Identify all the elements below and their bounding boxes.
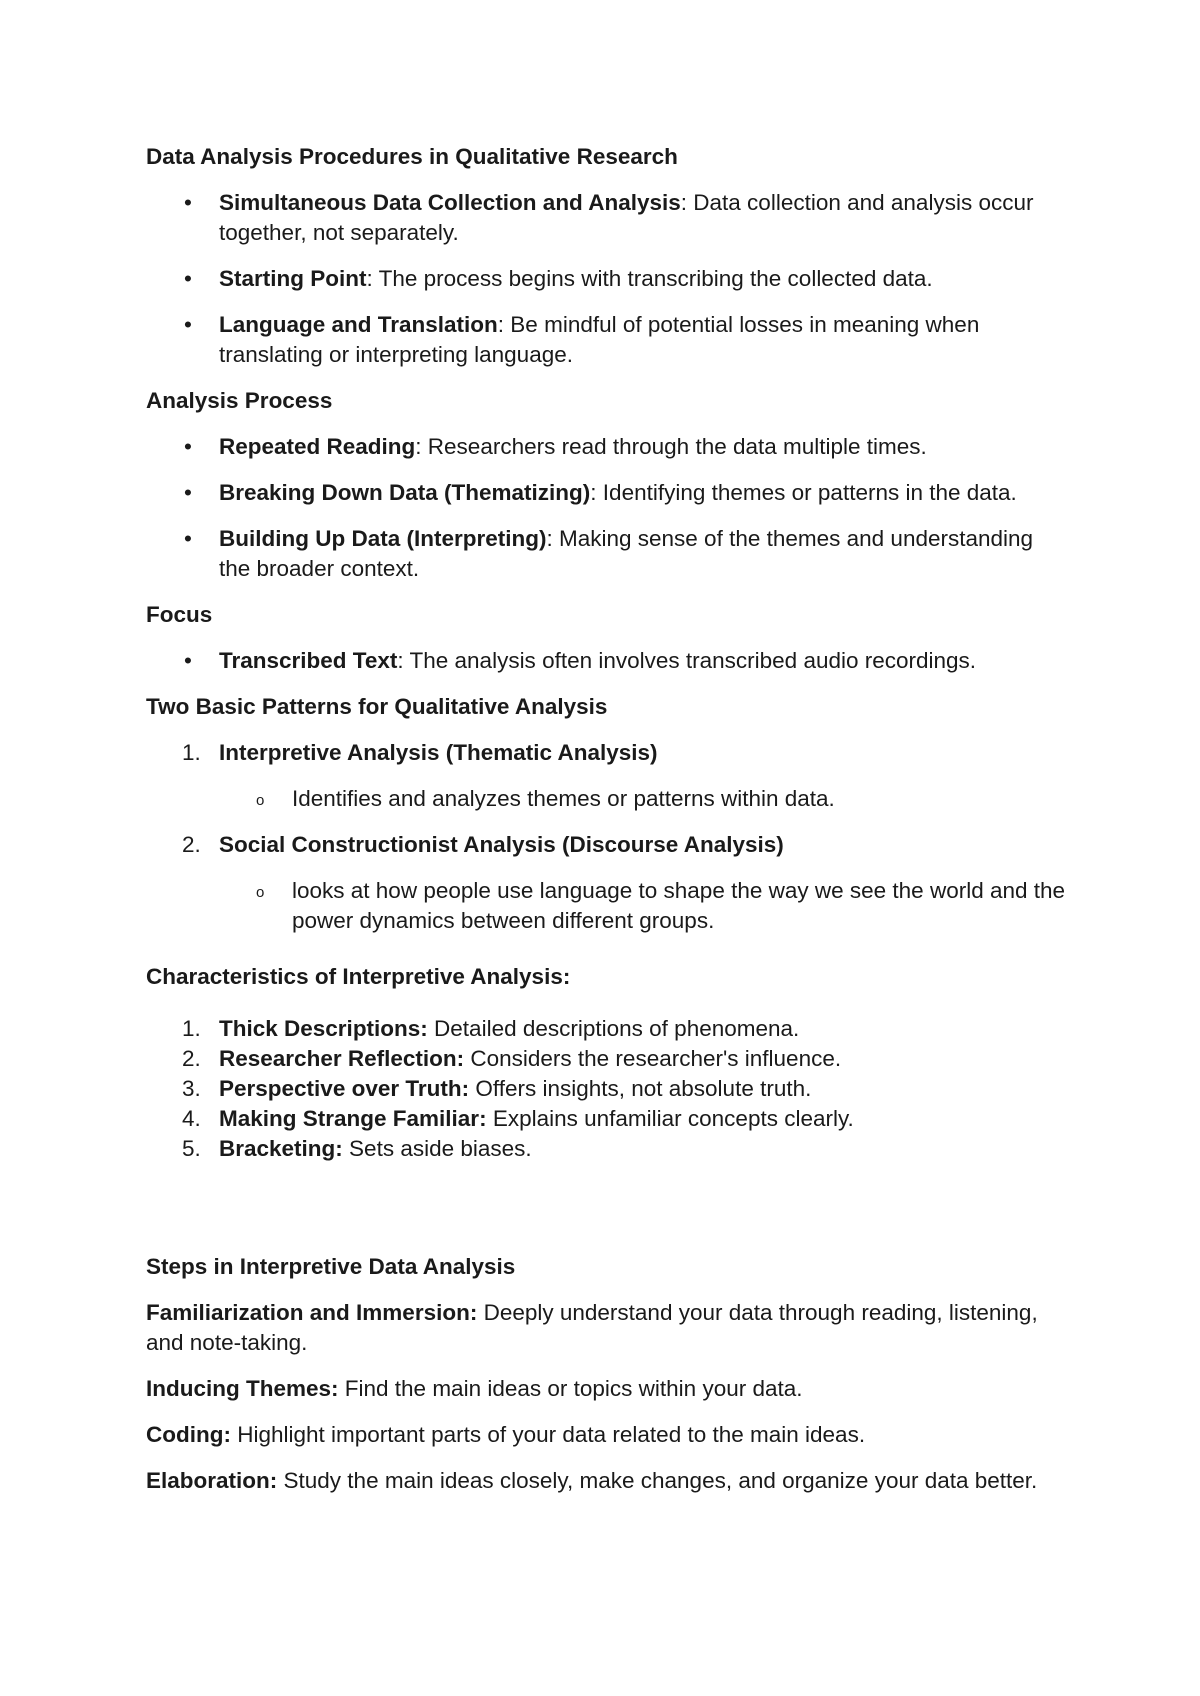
item-text: : The process begins with transcribing the collected data.: [366, 266, 933, 291]
item-text: : Making sense of the themes and understanding the broader context.: [219, 526, 1034, 581]
section-heading-steps: Steps in Interpretive Data Analysis: [146, 1254, 516, 1279]
item-term: Language and Translation: [219, 312, 498, 337]
numbered-item: [146, 1134, 1066, 1164]
item-text: Offers insights, not absolute truth.: [469, 1076, 812, 1101]
item-term: Transcribed Text: [219, 648, 398, 673]
item-text: : Be mindful of potential losses in meaning when translating or interpreting language.: [219, 312, 980, 367]
item-term: Simultaneous Data Collection and Analysis: [219, 190, 681, 215]
item-number: 3.: [182, 1076, 201, 1101]
document-page: [146, 142, 1066, 1512]
step-term: Coding:: [146, 1422, 231, 1447]
step-paragraph: [146, 1374, 1066, 1404]
step-term: Inducing Themes:: [146, 1376, 339, 1401]
item-term: Thick Descriptions:: [219, 1016, 428, 1041]
item-number: 4.: [182, 1106, 201, 1131]
bullet-icon: •: [184, 434, 192, 459]
bullet-item: [146, 432, 1066, 462]
item-term: Building Up Data (Interpreting): [219, 526, 547, 551]
item-number: 2.: [182, 832, 201, 857]
item-term: Bracketing:: [219, 1136, 343, 1161]
section-heading-patterns: Two Basic Patterns for Qualitative Analysis: [146, 694, 608, 719]
step-text: Study the main ideas closely, make changes, and organize your data better.: [277, 1468, 1038, 1493]
step-paragraph: [146, 1420, 1066, 1450]
circle-bullet-icon: o: [256, 792, 265, 809]
step-term: Familiarization and Immersion:: [146, 1300, 478, 1325]
item-number: 1.: [182, 740, 201, 765]
bullet-item: [146, 310, 1066, 370]
item-text: : Researchers read through the data multiple times.: [415, 434, 927, 459]
item-number: 5.: [182, 1136, 201, 1161]
numbered-item: [146, 1104, 1066, 1134]
step-paragraph: [146, 1298, 1066, 1358]
section-heading-procedures: Data Analysis Procedures in Qualitative Research: [146, 144, 678, 169]
sub-item: [146, 876, 1066, 936]
bullet-icon: •: [184, 648, 192, 673]
item-text: Detailed descriptions of phenomena.: [427, 1016, 800, 1041]
item-text: : Identifying themes or patterns in the data.: [590, 480, 1017, 505]
item-term: Starting Point: [219, 266, 367, 291]
sub-item-text: looks at how people use language to shape the way we see the world and the power dynamics between different groups.: [292, 878, 1066, 933]
bullet-item: [146, 646, 1066, 676]
numbered-item: [146, 830, 1066, 860]
section-heading-focus: Focus: [146, 602, 213, 627]
bullet-item: [146, 524, 1066, 584]
numbered-item: [146, 738, 1066, 768]
bullet-icon: •: [184, 266, 192, 291]
numbered-item: [146, 1044, 1066, 1074]
item-text: Considers the researcher's influence.: [464, 1046, 842, 1071]
circle-bullet-icon: o: [256, 884, 265, 901]
step-paragraph: [146, 1466, 1066, 1496]
section-heading-characteristics: Characteristics of Interpretive Analysis:: [146, 964, 571, 989]
item-number: 1.: [182, 1016, 201, 1041]
item-text: : The analysis often involves transcribed audio recordings.: [397, 648, 977, 673]
bullet-icon: •: [184, 480, 192, 505]
item-number: 2.: [182, 1046, 201, 1071]
item-text: Sets aside biases.: [342, 1136, 532, 1161]
item-term: Social Constructionist Analysis (Discourse Analysis): [219, 832, 784, 857]
bullet-item: [146, 478, 1066, 508]
bullet-item: [146, 188, 1066, 248]
item-term: Repeated Reading: [219, 434, 416, 459]
section-heading-process: Analysis Process: [146, 388, 333, 413]
bullet-icon: •: [184, 526, 192, 551]
item-text: : Data collection and analysis occur together, not separately.: [219, 190, 1034, 245]
bullet-icon: •: [184, 312, 192, 337]
step-text: Deeply understand your data through reading, listening, and note-taking.: [146, 1300, 1038, 1355]
numbered-item: [146, 1074, 1066, 1104]
sub-item-text: Identifies and analyzes themes or patterns within data.: [292, 786, 835, 811]
item-term: Researcher Reflection:: [219, 1046, 465, 1071]
bullet-item: [146, 264, 1066, 294]
numbered-item: [146, 1014, 1066, 1044]
bullet-icon: •: [184, 190, 192, 215]
step-text: Highlight important parts of your data related to the main ideas.: [230, 1422, 866, 1447]
sub-item: [146, 784, 1066, 814]
step-term: Elaboration:: [146, 1468, 278, 1493]
item-term: Making Strange Familiar:: [219, 1106, 487, 1131]
step-text: Find the main ideas or topics within your data.: [338, 1376, 803, 1401]
item-term: Interpretive Analysis (Thematic Analysis): [219, 740, 658, 765]
item-term: Perspective over Truth:: [219, 1076, 470, 1101]
item-term: Breaking Down Data (Thematizing): [219, 480, 591, 505]
item-text: Explains unfamiliar concepts clearly.: [486, 1106, 854, 1131]
